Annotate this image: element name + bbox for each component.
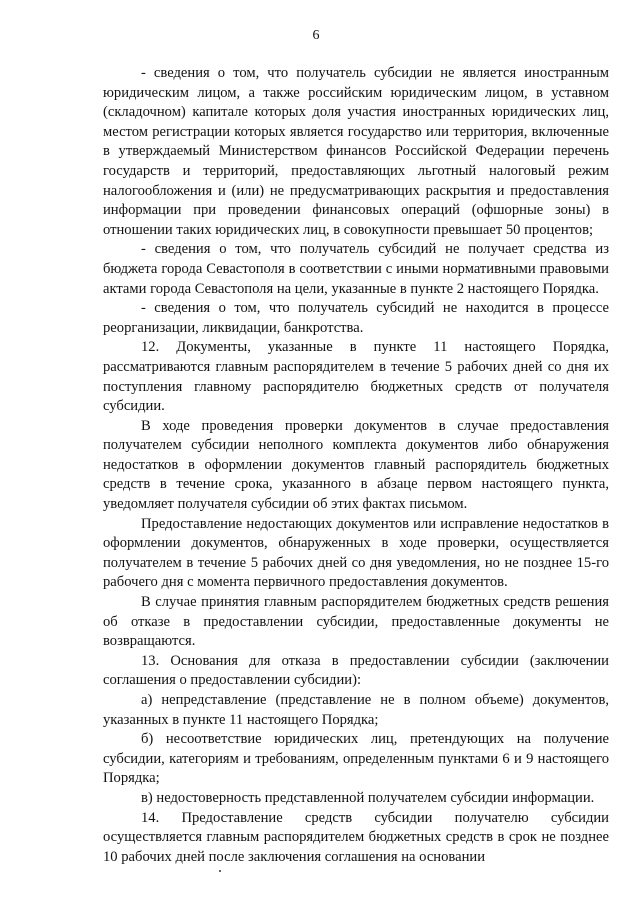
paragraph-no-budget-funds-info: - сведения о том, что получатель субсидий не получает средства из бюджета города Севастополя в соответствии с иными нормативными правовыми актами города Севастополя на цели, указанные в пункте 2 настоящего Порядка. [103, 241, 609, 297]
paragraph-missing-documents: Предоставление недостающих документов или исправление недостатков в оформлении документов, обнаруженных в ходе проверки, осуществляется получателем в течение 5 рабочих дней со дня уведомления, но не позднее 15-го рабочего дня с момента первичного предоставления документов. [103, 515, 609, 591]
paragraph-clause-13-c: в) недостоверность представленной получателем субсидии информации. [141, 789, 595, 806]
paragraph-refusal-documents: В случае принятия главным распорядителем бюджетных средств решения об отказе в предоставлении субсидии, предоставленные документы не возвращаются. [103, 594, 609, 650]
paragraph-clause-13-b: б) несоответствие юридических лиц, претендующих на получение субсидии, категориям и требованиям, определенным пунктами 6 и 9 настоящего Порядка; [103, 731, 609, 787]
paragraph-clause-12: 12. Документы, указанные в пункте 11 настоящего Порядка, рассматриваются главным распорядителем в течение 5 рабочих дней со дня их поступления главному распорядителю бюджетных средств от получателя субсидии. [103, 339, 609, 415]
scan-speck [219, 870, 221, 872]
paragraph-clause-14: 14. Предоставление средств субсидии получателю субсидии осуществляется главным распорядителем бюджетных средств в срок не позднее 10 рабочих дней после заключения соглашения на основании [103, 809, 609, 865]
paragraph-foreign-entity-info: - сведения о том, что получатель субсидии не является иностранным юридическим лицом, а также российским юридическим лицом, в уставном (складочном) капитале которых доля участия иностранных юридических лиц, местом регистрации которых является государство или территория, включенные в утверждаемый Министерством финансов Российской Федерации перечень государств и территорий, предоставляющих льготный налоговый режим налогообложения и (или) не предусматривающих раскрытия и предоставления информации при проведении финансовых операций (офшорные зоны) в отношении таких юридических лиц, в совокупности превышает 50 процентов; [103, 65, 609, 238]
paragraph-clause-13-a: а) непредставление (представление не в полном объеме) документов, указанных в пункте 11 настоящего Порядка; [103, 692, 609, 728]
paragraph-clause-13: 13. Основания для отказа в предоставлении субсидии (заключении соглашения о предоставлении субсидии): [103, 652, 609, 689]
paragraph-no-reorganization-info: - сведения о том, что получатель субсидий не находится в процессе реорганизации, ликвидации, банкротства. [103, 300, 609, 336]
document-body [103, 64, 609, 867]
page-number: 6 [312, 28, 320, 43]
paragraph-document-check: В ходе проведения проверки документов в случае предоставления получателем субсидии неполного комплекта документов либо обнаружения недостатков в оформлении документов главный распорядитель бюджетных средств в течение срока, указанного в абзаце первом настоящего пункта, уведомляет получателя субсидии об этих фактах письмом. [103, 417, 609, 513]
